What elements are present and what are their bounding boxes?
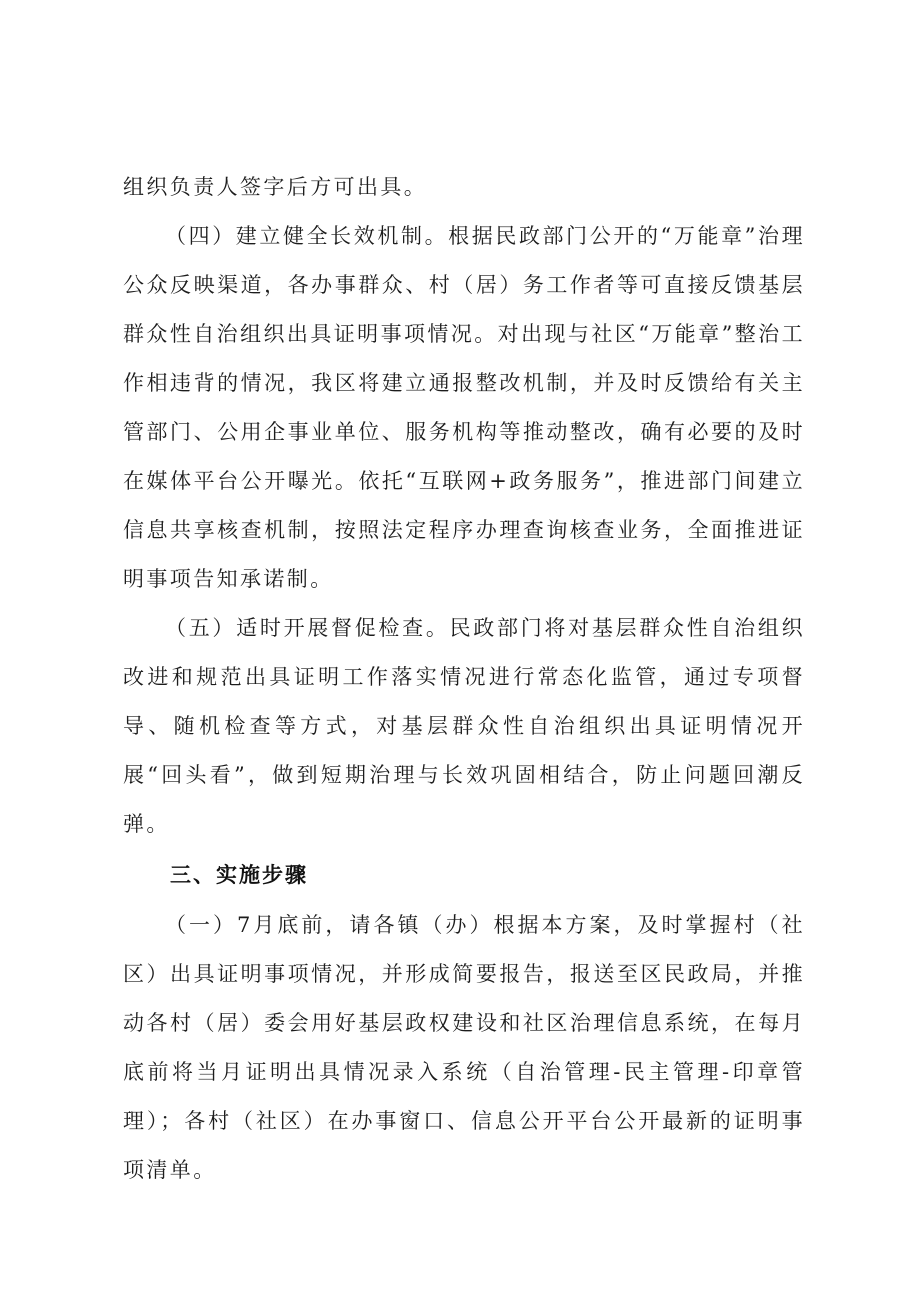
paragraph-continuation: 组织负责人签字后方可出具。 [123, 175, 428, 199]
document-body [123, 163, 805, 1195]
paragraph-step-1: （一）7月底前，请各镇（办）根据本方案，及时掌握村（社区）出具证明事项情况，并形成简要报告，报送至区民政局，并推动各村（居）委会用好基层政权建设和社区治理信息系统，在每月底前将当月证明出具情况录入系统（自治管理-民主管理-印章管理）；各村（社区）在办事窗口、信息公开平台公开最新的证明事项清单。 [123, 913, 805, 1182]
paragraph-section-5: （五）适时开展督促检查。民政部门将对基层群众性自治组织改进和规范出具证明工作落实情况进行常态化监管，通过专项督导、随机检查等方式，对基层群众性自治组织出具证明情况开展“回头看”，做到短期治理与长效巩固相结合，防止问题回潮反弹。 [123, 616, 805, 836]
section-heading-implementation-steps: 三、实施步骤 [170, 863, 308, 887]
paragraph-section-4: （四）建立健全长效机制。根据民政部门公开的“万能章”治理公众反映渠道，各办事群众、村（居）务工作者等可直接反馈基层群众性自治组织出具证明事项情况。对出现与社区“万能章”整治工作相违背的情况，我区将建立通报整改机制，并及时反馈给有关主管部门、公用企事业单位、服务机构等推动整改，确有必要的及时在媒体平台公开曝光。依托“互联网+政务服务”，推进部门间建立信息共享核查机制，按照法定程序办理查询核查业务，全面推进证明事项告知承诺制。 [123, 224, 805, 591]
